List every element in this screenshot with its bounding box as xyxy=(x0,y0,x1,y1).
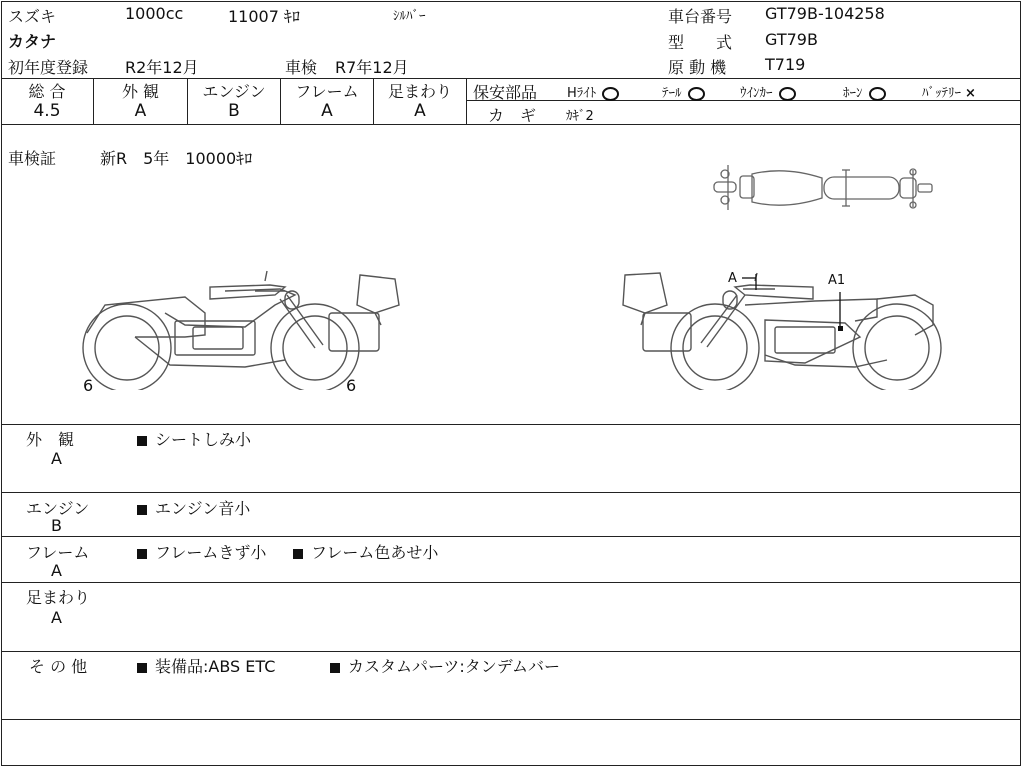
displacement: 1000cc xyxy=(125,4,184,23)
divider xyxy=(1,536,1021,537)
headlight-status: Hﾗｲﾄ xyxy=(567,82,619,101)
note-grade-exterior: A xyxy=(51,449,62,468)
divider xyxy=(1,582,1021,583)
note-item: エンジン音小 xyxy=(137,496,250,519)
maker: スズキ xyxy=(8,7,57,26)
divider xyxy=(1,492,1021,493)
bullet-square-icon xyxy=(330,663,340,673)
note-item: シートしみ小 xyxy=(137,427,251,450)
suspension-label: 足まわり xyxy=(387,82,452,101)
note-category-exterior: 外 観 xyxy=(26,430,75,449)
inspection-date: R7年12月 xyxy=(335,58,409,77)
divider xyxy=(1,651,1021,652)
motorcycle-right-view xyxy=(615,265,945,390)
exterior-grade: A xyxy=(134,101,147,121)
bullet-square-icon xyxy=(293,549,303,559)
left-rear-damage-mark: 6 xyxy=(346,376,357,395)
engine-label: エンジン xyxy=(202,82,266,101)
note-item: フレームきず小 xyxy=(137,540,266,563)
horn-status: ﾎｰﾝ xyxy=(843,82,886,101)
bullet-square-icon xyxy=(137,663,147,673)
certificate-value: 新R 5年 10000ｷﾛ xyxy=(100,149,253,168)
note-category-other: そ の 他 xyxy=(29,657,88,676)
note-category-frame: フレーム xyxy=(26,543,90,562)
model-name: カタナ xyxy=(8,32,57,51)
safety-label: 保安部品 xyxy=(473,83,538,102)
taillight-status: ﾃｰﾙ xyxy=(662,82,705,101)
left-front-damage-mark: 6 xyxy=(83,376,94,395)
exterior-label: 外 観 xyxy=(121,82,160,101)
divider xyxy=(1,424,1021,425)
right-damage-mark-a1: A1 xyxy=(828,273,846,288)
model-type-label: 型 式 xyxy=(668,33,733,52)
color: ｼﾙﾊﾞｰ xyxy=(393,9,426,24)
winker-status: ｳｲﾝｶｰ xyxy=(740,82,796,101)
right-damage-marker-a xyxy=(740,272,764,292)
ok-circle-icon xyxy=(779,87,796,101)
note-item: カスタムパーツ:タンデムバー xyxy=(330,654,560,677)
model-type: GT79B xyxy=(765,30,818,49)
overall-grade: 4.5 xyxy=(33,101,61,121)
engine-type-label: 原 動 機 xyxy=(668,58,727,77)
divider xyxy=(1,719,1021,720)
note-item: フレーム色あせ小 xyxy=(293,540,438,563)
ok-circle-icon xyxy=(602,87,619,101)
note-category-engine: エンジン xyxy=(26,499,90,518)
motorcycle-top-view xyxy=(700,160,950,220)
bullet-square-icon xyxy=(137,549,147,559)
overall-label: 総 合 xyxy=(28,82,66,101)
right-damage-marker-a1 xyxy=(834,290,850,335)
motorcycle-left-view xyxy=(75,265,415,390)
note-grade-engine: B xyxy=(51,516,62,535)
frame-grade: A xyxy=(321,101,333,121)
engine-type: T719 xyxy=(765,55,806,74)
frame-no: GT79B-104258 xyxy=(765,4,885,23)
divider xyxy=(466,78,467,124)
frame-no-label: 車台番号 xyxy=(668,7,733,26)
certificate-label: 車検証 xyxy=(8,149,57,168)
first-registration-label: 初年度登録 xyxy=(8,58,89,77)
battery-status: ﾊﾞｯﾃﾘｰ × xyxy=(922,86,976,101)
note-category-suspension: 足まわり xyxy=(26,588,91,607)
note-grade-frame: A xyxy=(51,561,62,580)
ok-circle-icon xyxy=(869,87,886,101)
ok-circle-icon xyxy=(688,87,705,101)
first-registration: R2年12月 xyxy=(125,58,199,77)
ng-cross-icon: × xyxy=(965,86,976,101)
key-value: ｶｷﾞ2 xyxy=(566,109,594,124)
note-grade-suspension: A xyxy=(51,608,62,627)
suspension-grade: A xyxy=(414,101,426,121)
key-label: カ ギ xyxy=(488,106,537,125)
frame-label: フレーム xyxy=(295,82,359,101)
inspection-label: 車検 xyxy=(285,58,318,77)
engine-grade: B xyxy=(228,101,240,121)
bullet-square-icon xyxy=(137,436,147,446)
note-item: 装備品:ABS ETC xyxy=(137,654,275,677)
mileage: 11007 ｷﾛ xyxy=(228,7,300,26)
right-damage-mark-a: A xyxy=(728,271,737,286)
bullet-square-icon xyxy=(137,505,147,515)
